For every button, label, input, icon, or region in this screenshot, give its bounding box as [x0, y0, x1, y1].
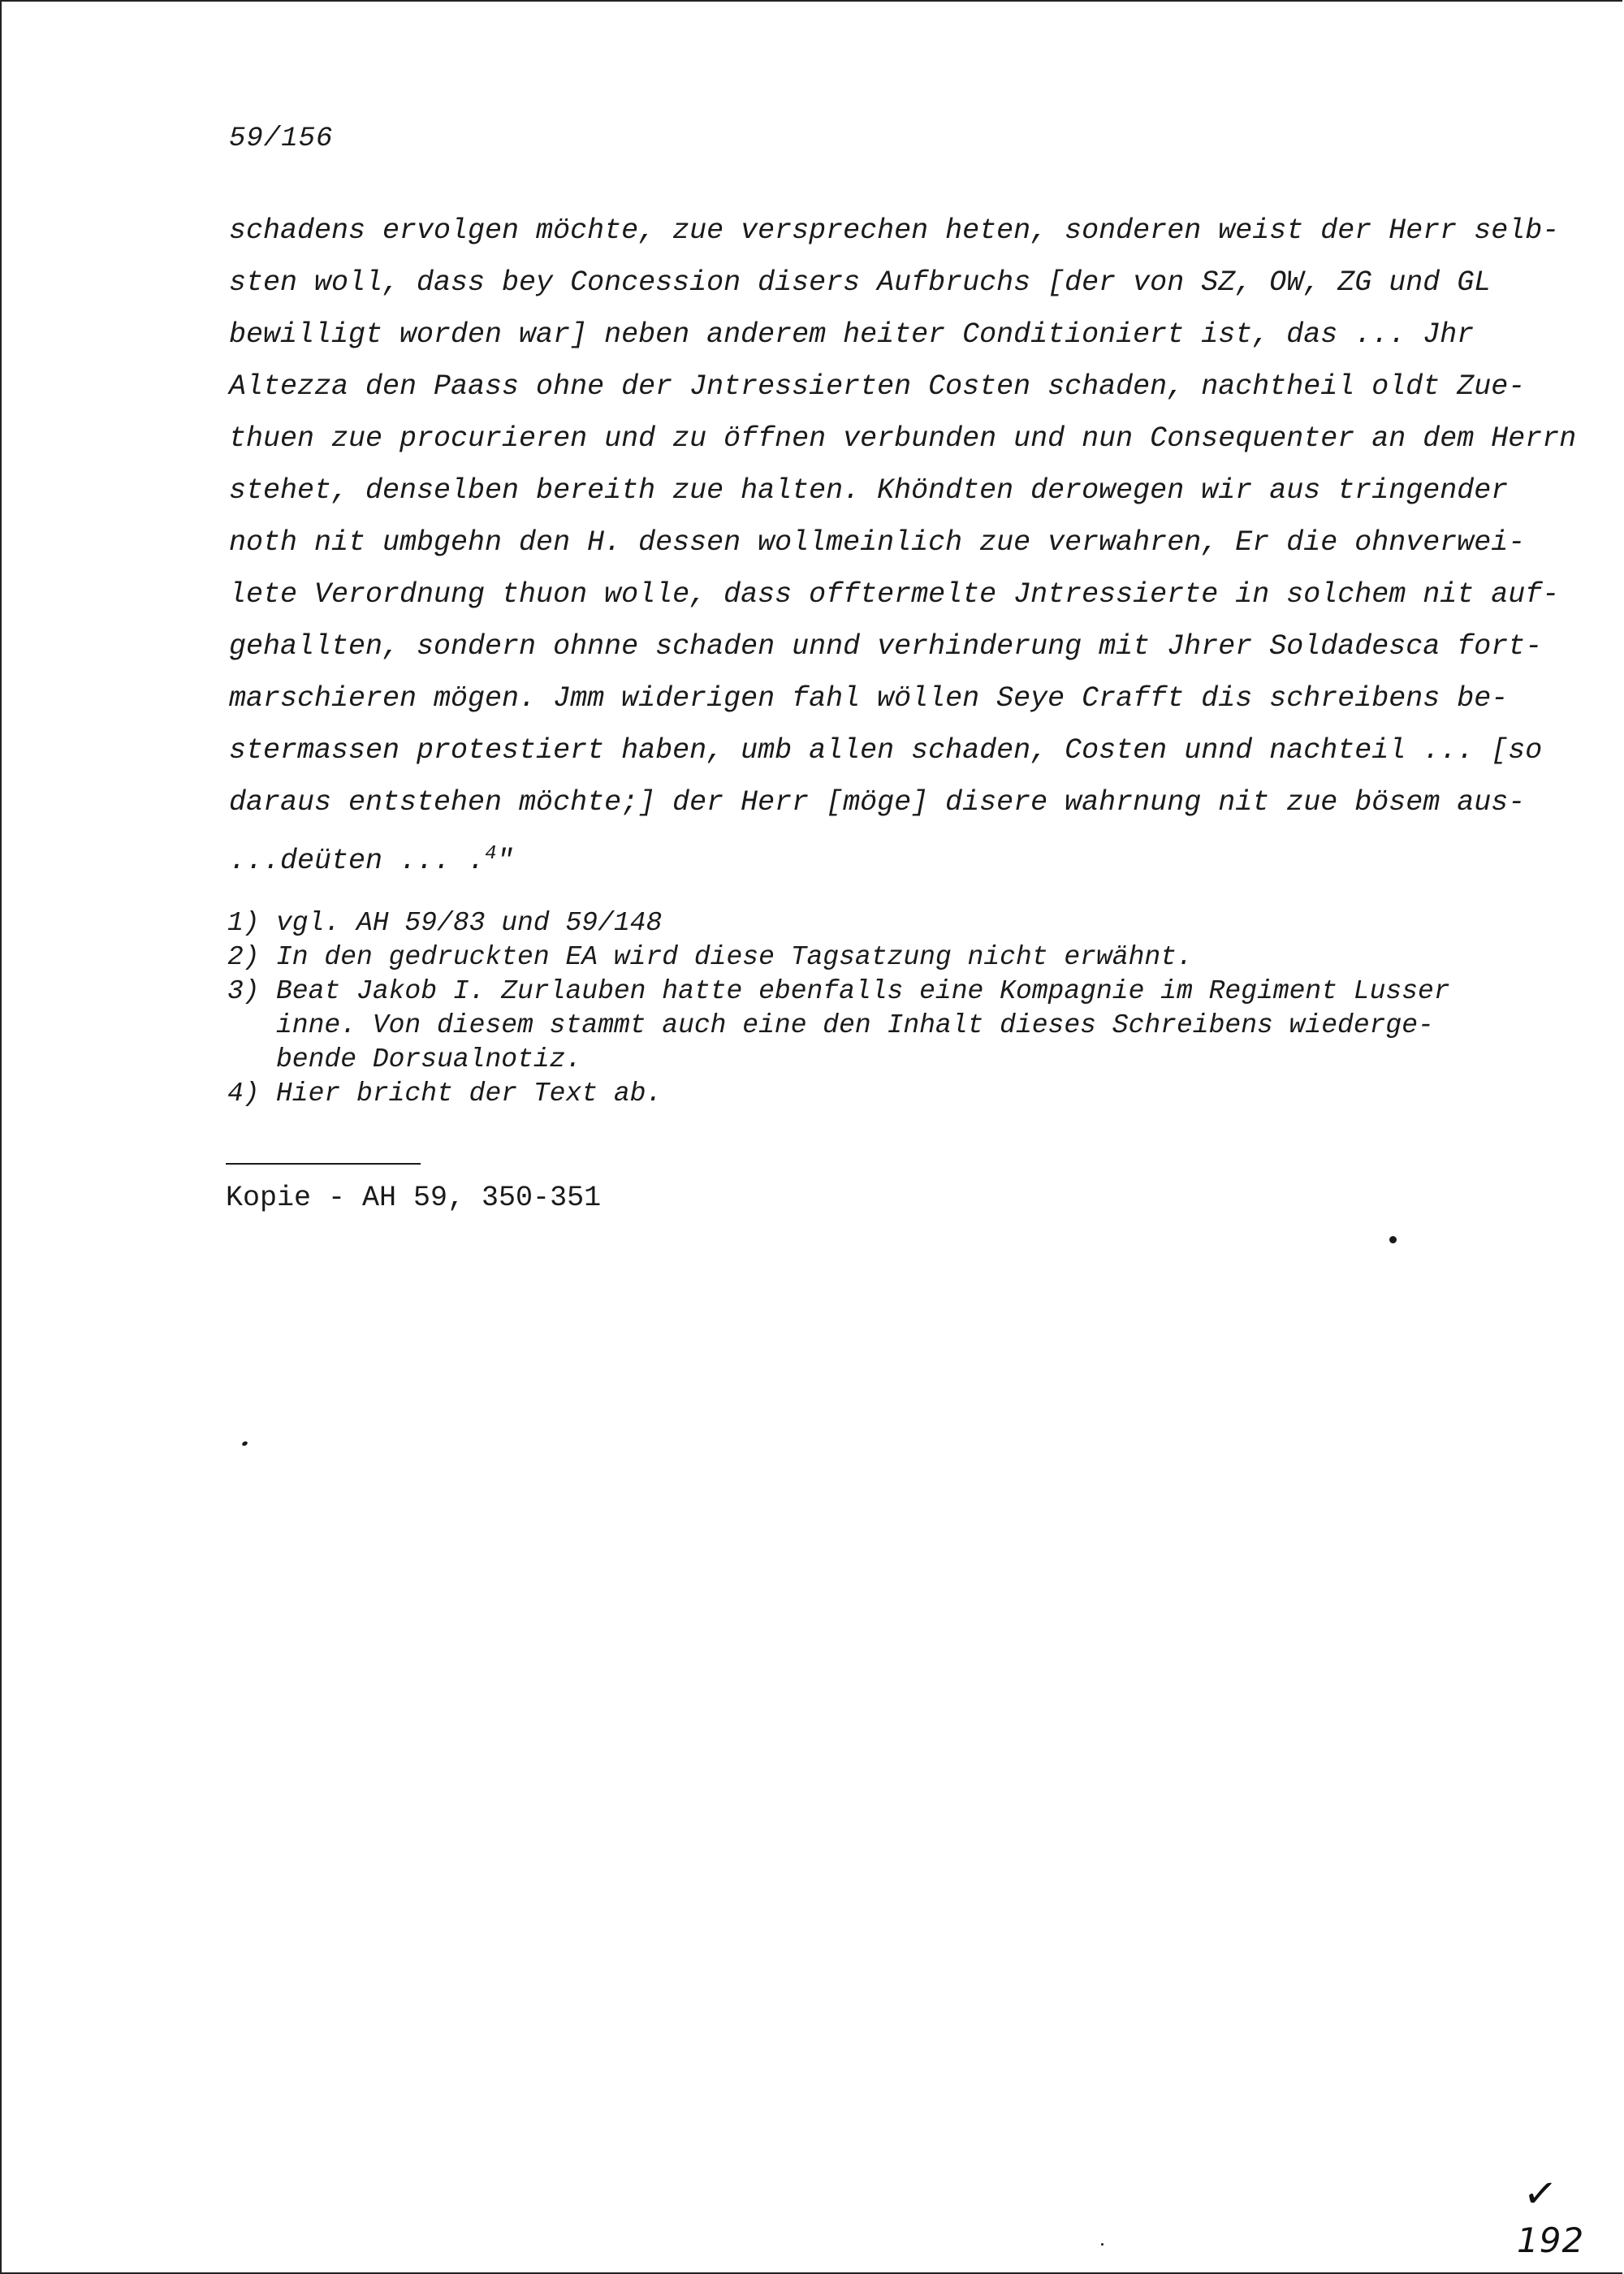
body-line: Altezza den Paass ohne der Jntressierten Costen schaden, nachtheil oldt Zue-: [229, 370, 1526, 403]
body-line: stehet, denselben bereith zue halten. Khöndten derowegen wir aus tringender: [229, 474, 1509, 507]
footnote-text: [276, 975, 1527, 1077]
footnote-number: 1): [227, 908, 260, 938]
body-line: thuen zue procurieren und zu öffnen verbunden und nun Consequenter an dem Herrn: [229, 422, 1577, 455]
footnote-line: vgl. AH 59/83 und 59/148: [276, 908, 663, 938]
closing-quote: ": [496, 845, 514, 877]
source-citation: Kopie - AH 59, 350-351: [226, 1182, 602, 1214]
footnote: [227, 975, 1527, 1077]
footnote-text: [276, 906, 1527, 940]
source-divider-rule: [226, 1163, 421, 1165]
footnote-line: Beat Jakob I. Zurlauben hatte ebenfalls eine Kompagnie im Regiment Lusser: [276, 976, 1450, 1006]
body-line: marschieren mögen. Jmm widerigen fahl wöllen Seye Crafft dis schreibens be-: [229, 682, 1509, 715]
scan-speck: [1389, 1236, 1397, 1243]
body-line: gehallten, sondern ohnne schaden unnd verhinderung mit Jhrer Soldadesca fort-: [229, 630, 1543, 663]
letter-body-text: [229, 205, 1577, 880]
body-line: lete Verordnung thuon wolle, dass offtermelte Jntressierte in solchem nit auf-: [229, 578, 1560, 611]
footnote-reference: 4: [485, 843, 497, 865]
footnote: [227, 940, 1527, 975]
footnote: [227, 906, 1527, 940]
footnote-number: 2): [227, 942, 260, 972]
handwritten-check-mark: ✓: [1521, 2168, 1560, 2220]
footnote-text: [276, 940, 1527, 975]
handwritten-archive-number: 192: [1517, 2220, 1585, 2260]
scan-speck: [1101, 2243, 1104, 2246]
body-line: noth nit umbgehn den H. dessen wollmeinlich zue verwahren, Er die ohnverwei-: [229, 526, 1526, 559]
footnote-line: Hier bricht der Text ab.: [276, 1079, 663, 1109]
footnote-text: [276, 1077, 1527, 1111]
body-line-last: [229, 828, 1528, 880]
footnote-line: inne. Von diesem stammt auch eine den Inhalt dieses Schreibens wiederge-: [276, 1010, 1434, 1040]
body-line: bewilligt worden war] neben anderem heiter Conditioniert ist, das ... Jhr: [229, 318, 1475, 351]
body-line: daraus entstehen möchte;] der Herr [möge] disere wahrnung nit zue bösem aus-: [229, 786, 1526, 819]
footnote-number: 3): [227, 976, 260, 1006]
footnote-line: bende Dorsualnotiz.: [276, 1044, 582, 1074]
footnote: [227, 1077, 1527, 1111]
footnote-line: In den gedruckten EA wird diese Tagsatzung nicht erwähnt.: [276, 942, 1193, 972]
body-line: stermassen protestiert haben, umb allen schaden, Costen unnd nachteil ... [so: [229, 734, 1543, 767]
body-line: schadens ervolgen möchte, zue versprechen heten, sonderen weist der Herr selb-: [229, 214, 1560, 247]
body-line: sten woll, dass bey Concession disers Aufbruchs [der von SZ, OW, ZG und GL: [229, 266, 1492, 299]
footnote-number: 4): [227, 1079, 260, 1109]
footnotes-list: [227, 906, 1527, 1111]
body-line-last-text: ...deüten ... .: [229, 845, 486, 877]
page-number: 59/156: [229, 123, 334, 154]
